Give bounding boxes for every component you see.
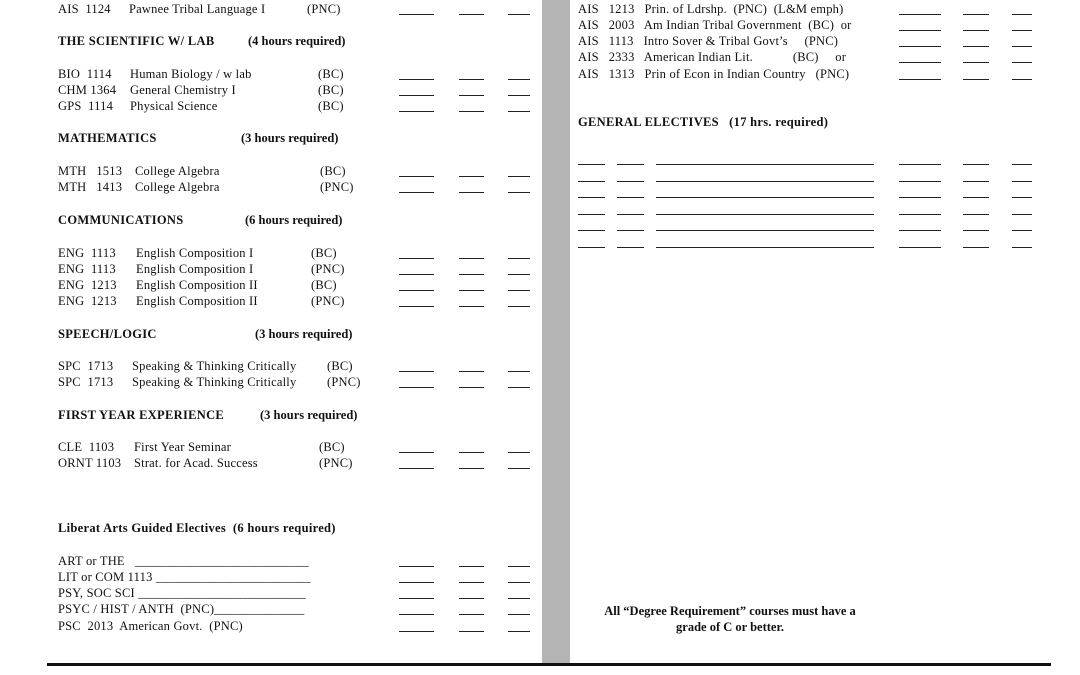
grade-blank[interactable] (899, 30, 941, 31)
grade-blank[interactable] (399, 566, 434, 567)
course-code: SPC 1713 (58, 375, 114, 389)
grade-blank[interactable] (508, 306, 530, 307)
course-row: AIS 2333 American Indian Lit. (BC) or (578, 50, 847, 64)
section-requirement: (3 hours required) (255, 327, 353, 341)
grade-blank[interactable] (459, 274, 484, 275)
grade-blank[interactable] (899, 79, 941, 80)
grade-blank[interactable] (508, 14, 530, 15)
grade-blank[interactable] (399, 290, 434, 291)
course-tag: (BC) (318, 99, 344, 113)
section-heading: SPEECH/LOGIC (58, 327, 157, 341)
elective-write-line[interactable] (617, 230, 644, 231)
elective-write-line[interactable] (617, 164, 644, 165)
grade-blank[interactable] (963, 230, 989, 231)
course-tag: (PNC) (311, 262, 345, 276)
grade-blank[interactable] (399, 387, 434, 388)
grade-blank[interactable] (1012, 247, 1032, 248)
elective-write-line[interactable] (656, 247, 874, 248)
grade-blank[interactable] (459, 290, 484, 291)
degree-note-line1: All “Degree Requirement” courses must have a (604, 604, 856, 618)
grade-blank[interactable] (508, 176, 530, 177)
section-heading: FIRST YEAR EXPERIENCE (58, 408, 225, 422)
course-code: ENG 1113 (58, 262, 116, 276)
elective-write-line[interactable] (578, 164, 605, 165)
elective-write-line[interactable] (656, 164, 874, 165)
grade-blank[interactable] (399, 79, 434, 80)
grade-blank[interactable] (508, 192, 530, 193)
course-tag: (BC) (319, 440, 345, 454)
grade-blank[interactable] (1012, 214, 1032, 215)
section-requirement: (4 hours required) (248, 34, 346, 48)
grade-blank[interactable] (1012, 46, 1032, 47)
course-name: Human Biology / w lab (130, 67, 252, 81)
grade-blank[interactable] (508, 290, 530, 291)
grade-blank[interactable] (399, 582, 434, 583)
grade-blank[interactable] (508, 582, 530, 583)
course-code: MTH 1513 (58, 164, 123, 178)
grade-blank[interactable] (508, 274, 530, 275)
grade-blank[interactable] (899, 181, 941, 182)
course-name: Speaking & Thinking Critically (132, 375, 297, 389)
elective-row: ART or THE ___________________________ (58, 554, 309, 568)
grade-blank[interactable] (399, 14, 434, 15)
general-electives-heading: GENERAL ELECTIVES (17 hrs. required) (578, 115, 829, 129)
grade-blank[interactable] (508, 631, 530, 632)
course-name: English Composition II (136, 294, 258, 308)
grade-blank[interactable] (508, 452, 530, 453)
grade-blank[interactable] (459, 631, 484, 632)
course-name: Pawnee Tribal Language I (129, 2, 266, 16)
grade-blank[interactable] (399, 371, 434, 372)
grade-blank[interactable] (399, 631, 434, 632)
grade-blank[interactable] (508, 387, 530, 388)
grade-blank[interactable] (963, 181, 989, 182)
course-tag: (BC) (318, 67, 344, 81)
grade-blank[interactable] (899, 46, 941, 47)
course-code: SPC 1713 (58, 359, 114, 373)
course-tag: (PNC) (327, 375, 361, 389)
grade-blank[interactable] (399, 468, 434, 469)
grade-blank[interactable] (508, 258, 530, 259)
course-row: AIS 1313 Prin of Econ in Indian Country (PNC) (578, 67, 850, 81)
course-tag: (BC) (320, 164, 346, 178)
grade-blank[interactable] (899, 230, 941, 231)
grade-blank[interactable] (899, 164, 941, 165)
grade-blank[interactable] (963, 62, 989, 63)
elective-write-line[interactable] (617, 247, 644, 248)
section-requirement: (3 hours required) (260, 408, 358, 422)
grade-blank[interactable] (899, 14, 941, 15)
elective-write-line[interactable] (578, 214, 605, 215)
course-code: CHM 1364 (58, 83, 117, 97)
course-name: General Chemistry I (130, 83, 236, 97)
section-requirement: (3 hours required) (241, 131, 339, 145)
elective-write-line[interactable] (656, 230, 874, 231)
course-name: Speaking & Thinking Critically (132, 359, 297, 373)
elective-write-line[interactable] (578, 230, 605, 231)
grade-blank[interactable] (459, 468, 484, 469)
grade-blank[interactable] (508, 468, 530, 469)
course-name: English Composition I (136, 262, 254, 276)
grade-blank[interactable] (399, 306, 434, 307)
elective-write-line[interactable] (617, 197, 644, 198)
elective-row: PSY, SOC SCI __________________________ (58, 586, 306, 600)
grade-blank[interactable] (508, 566, 530, 567)
grade-blank[interactable] (459, 95, 484, 96)
grade-blank[interactable] (508, 614, 530, 615)
elective-row: PSC 2013 American Govt. (PNC) (58, 619, 243, 633)
section-heading: COMMUNICATIONS (58, 213, 184, 227)
grade-blank[interactable] (508, 371, 530, 372)
grade-blank[interactable] (508, 95, 530, 96)
course-code: ENG 1213 (58, 294, 117, 308)
grade-blank[interactable] (459, 452, 484, 453)
grade-blank[interactable] (508, 598, 530, 599)
elective-write-line[interactable] (656, 181, 874, 182)
course-tag: (BC) (318, 83, 344, 97)
grade-blank[interactable] (459, 176, 484, 177)
grade-blank[interactable] (1012, 14, 1032, 15)
grade-blank[interactable] (508, 79, 530, 80)
grade-blank[interactable] (399, 192, 434, 193)
grade-blank[interactable] (459, 582, 484, 583)
elective-write-line[interactable] (617, 181, 644, 182)
grade-blank[interactable] (399, 274, 434, 275)
course-code: CLE 1103 (58, 440, 115, 454)
course-code: BIO 1114 (58, 67, 112, 81)
grade-blank[interactable] (963, 79, 989, 80)
elective-row: PSYC / HIST / ANTH (PNC)______________ (58, 602, 305, 616)
grade-blank[interactable] (459, 192, 484, 193)
section-requirement: (6 hours required) (245, 213, 343, 227)
course-tag: (PNC) (320, 180, 354, 194)
bottom-rule (47, 663, 1051, 666)
course-name: English Composition I (136, 246, 254, 260)
grade-blank[interactable] (963, 214, 989, 215)
center-gutter (542, 0, 570, 665)
grade-blank[interactable] (899, 247, 941, 248)
course-tag: (PNC) (307, 2, 341, 16)
grade-blank[interactable] (963, 46, 989, 47)
grade-blank[interactable] (1012, 181, 1032, 182)
grade-blank[interactable] (399, 614, 434, 615)
course-name: College Algebra (135, 164, 220, 178)
degree-note-line2: grade of C or better. (676, 620, 784, 634)
grade-blank[interactable] (1012, 30, 1032, 31)
course-name: English Composition II (136, 278, 258, 292)
grade-blank[interactable] (399, 452, 434, 453)
course-code: ENG 1113 (58, 246, 116, 260)
grade-blank[interactable] (459, 306, 484, 307)
elective-write-line[interactable] (578, 181, 605, 182)
electives-heading: Liberat Arts Guided Electives (6 hours required) (58, 521, 336, 535)
elective-row: LIT or COM 1113 ________________________ (58, 570, 311, 584)
grade-blank[interactable] (459, 371, 484, 372)
grade-blank[interactable] (1012, 197, 1032, 198)
grade-blank[interactable] (459, 387, 484, 388)
grade-blank[interactable] (963, 30, 989, 31)
grade-blank[interactable] (963, 14, 989, 15)
elective-write-line[interactable] (578, 197, 605, 198)
grade-blank[interactable] (899, 62, 941, 63)
grade-blank[interactable] (399, 111, 434, 112)
course-name: Physical Science (130, 99, 218, 113)
course-code: ORNT 1103 (58, 456, 122, 470)
course-name: First Year Seminar (134, 440, 232, 454)
course-row: AIS 1213 Prin. of Ldrshp. (PNC) (L&M emph) (578, 2, 844, 16)
course-tag: (BC) (327, 359, 353, 373)
grade-blank[interactable] (1012, 79, 1032, 80)
grade-blank[interactable] (459, 14, 484, 15)
course-tag: (PNC) (319, 456, 353, 470)
course-name: College Algebra (135, 180, 220, 194)
grade-blank[interactable] (459, 614, 484, 615)
course-tag: (PNC) (311, 294, 345, 308)
grade-blank[interactable] (963, 164, 989, 165)
elective-write-line[interactable] (656, 214, 874, 215)
course-code: GPS 1114 (58, 99, 114, 113)
section-heading: THE SCIENTIFIC W/ LAB (58, 34, 215, 48)
grade-blank[interactable] (459, 79, 484, 80)
grade-blank[interactable] (963, 247, 989, 248)
elective-write-line[interactable] (617, 214, 644, 215)
grade-blank[interactable] (459, 258, 484, 259)
course-code: MTH 1413 (58, 180, 123, 194)
course-code: AIS 1124 (58, 2, 111, 16)
course-tag: (BC) (311, 246, 337, 260)
grade-blank[interactable] (399, 176, 434, 177)
course-tag: (BC) (311, 278, 337, 292)
grade-blank[interactable] (508, 111, 530, 112)
grade-blank[interactable] (1012, 164, 1032, 165)
course-name: Strat. for Acad. Success (134, 456, 258, 470)
grade-blank[interactable] (459, 111, 484, 112)
course-row: AIS 2003 Am Indian Tribal Government (BC) or (578, 18, 852, 32)
course-row: AIS 1113 Intro Sover & Tribal Govt’s (PNC) (578, 34, 839, 48)
grade-blank[interactable] (399, 258, 434, 259)
grade-blank[interactable] (459, 566, 484, 567)
grade-blank[interactable] (399, 95, 434, 96)
grade-blank[interactable] (399, 598, 434, 599)
section-heading: MATHEMATICS (58, 131, 157, 145)
grade-blank[interactable] (1012, 62, 1032, 63)
grade-blank[interactable] (899, 197, 941, 198)
elective-write-line[interactable] (578, 247, 605, 248)
elective-write-line[interactable] (656, 197, 874, 198)
grade-blank[interactable] (459, 598, 484, 599)
grade-blank[interactable] (899, 214, 941, 215)
course-code: ENG 1213 (58, 278, 117, 292)
grade-blank[interactable] (963, 197, 989, 198)
grade-blank[interactable] (1012, 230, 1032, 231)
